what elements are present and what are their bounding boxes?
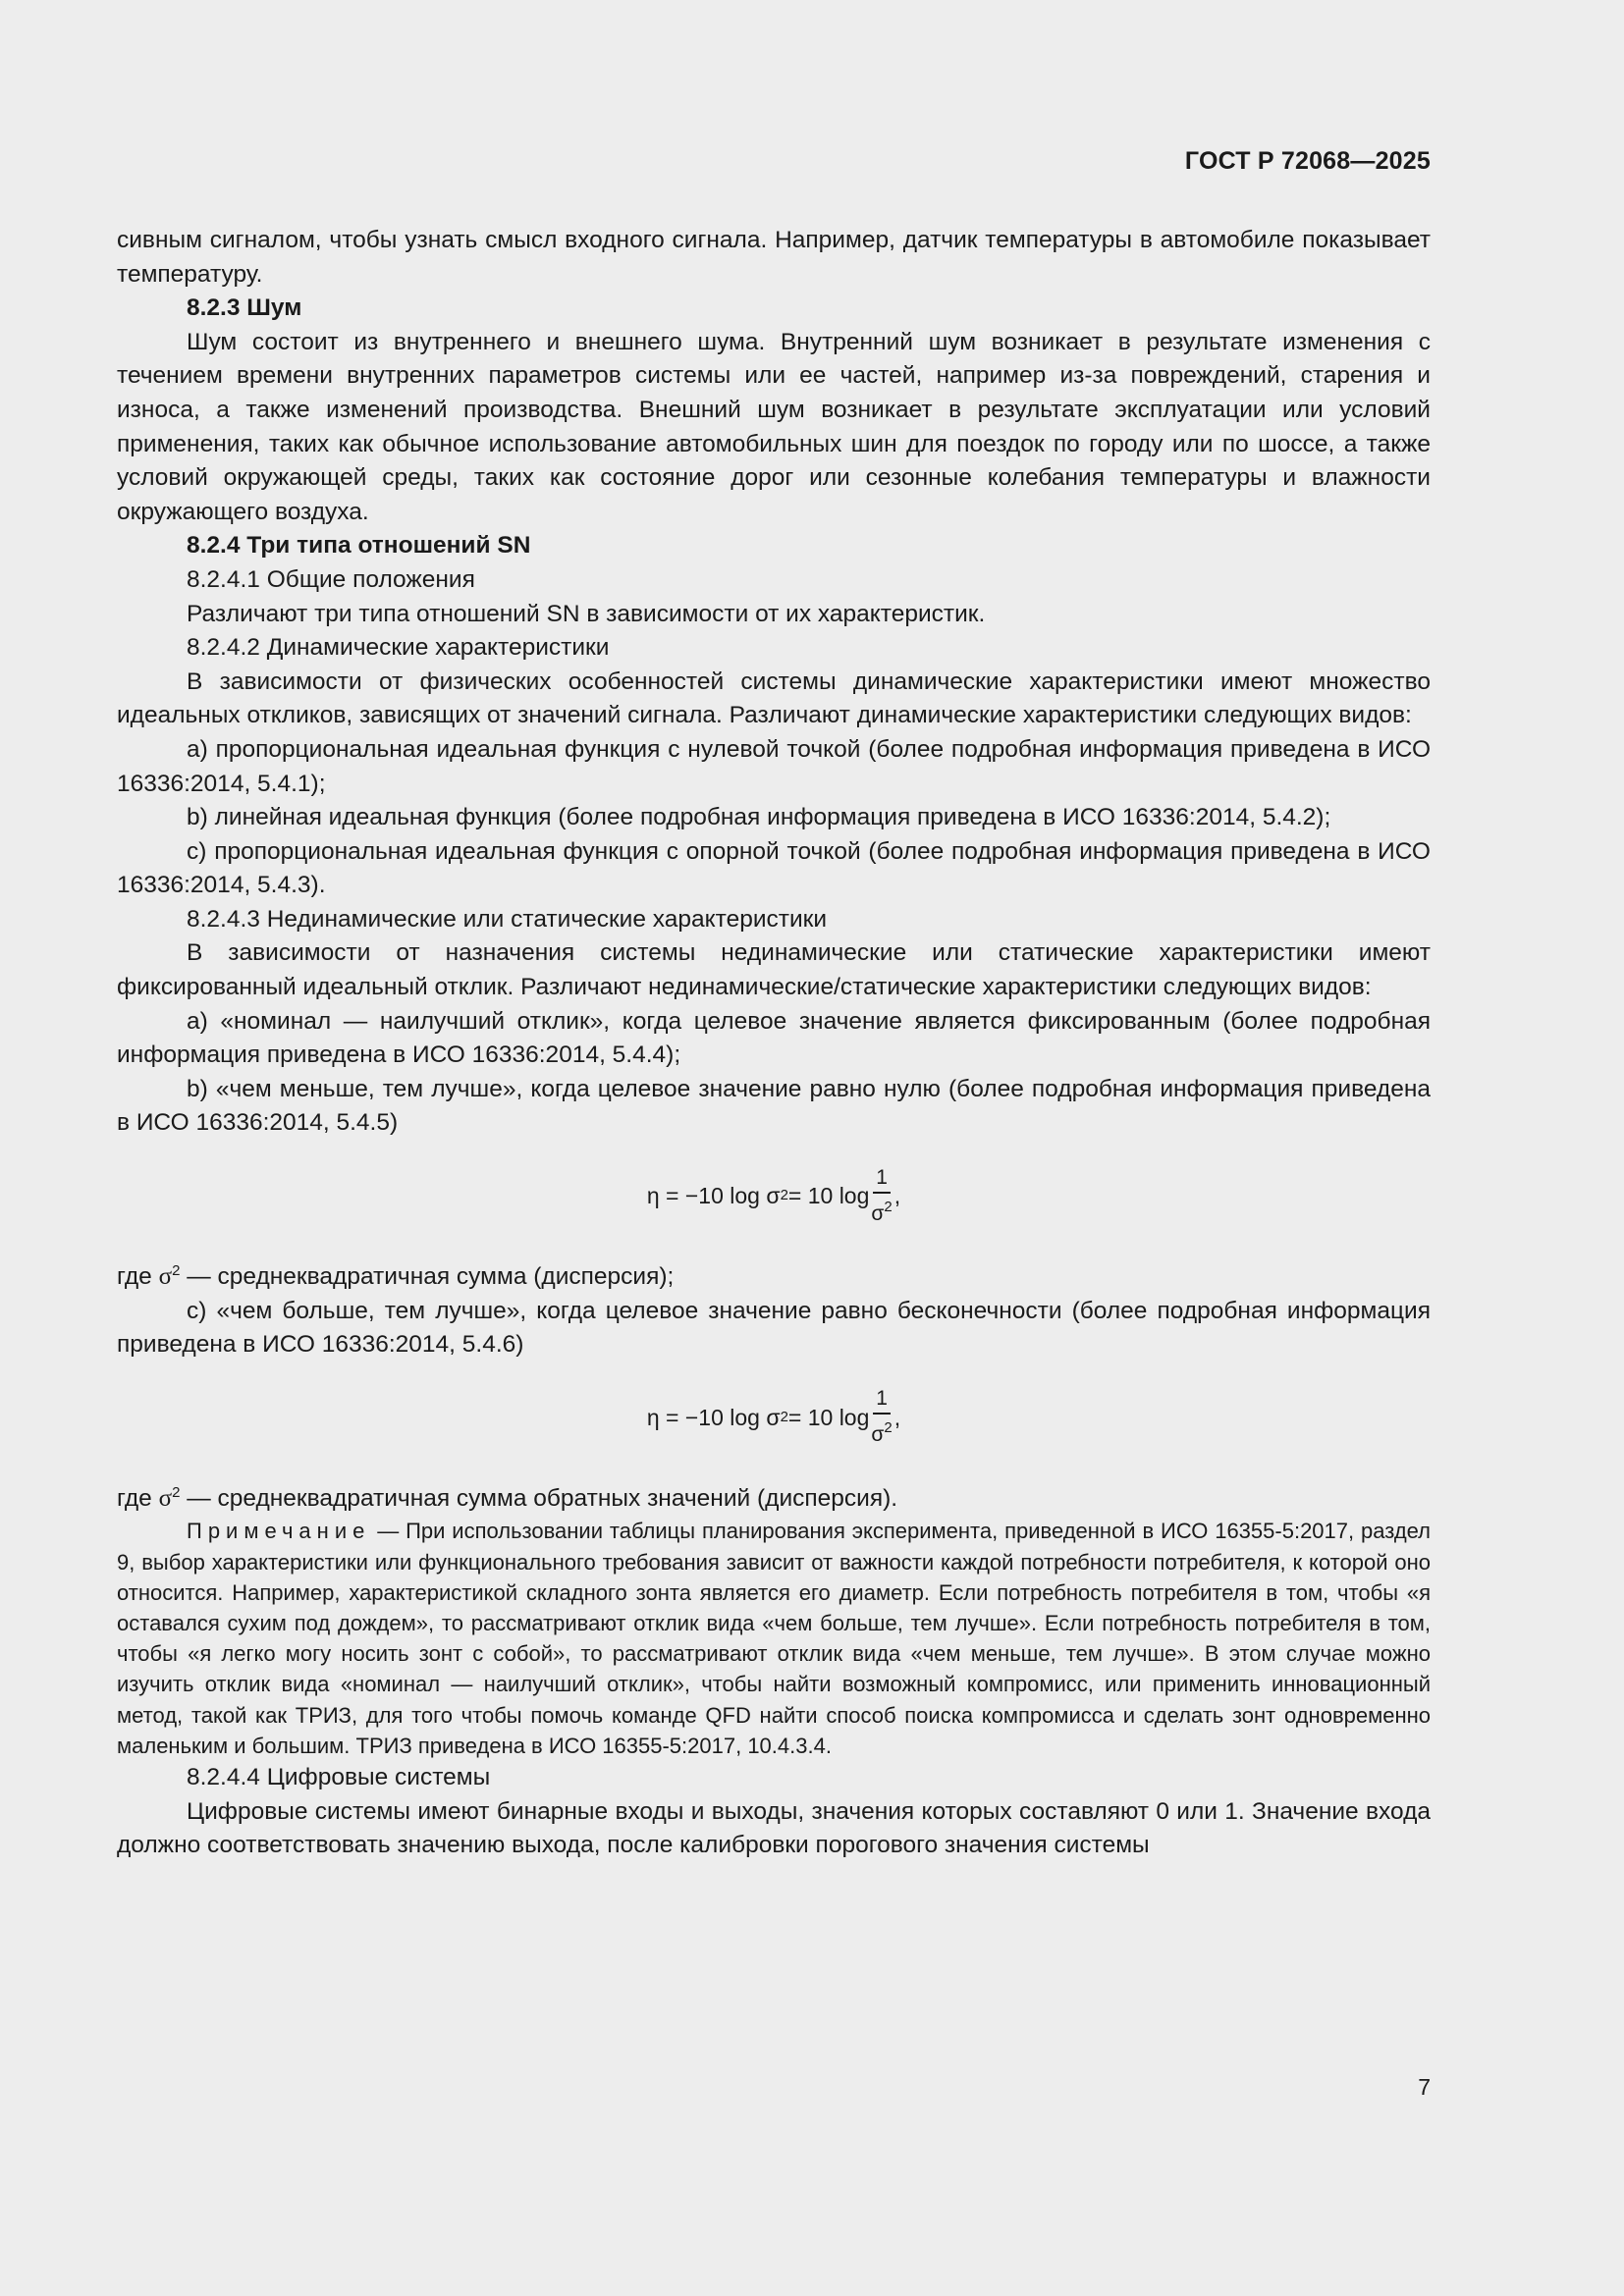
list-item-dynamic-b: b) линейная идеальная функция (более подробная информация приведена в ИСО 16336:2014, 5.4.2); [187, 804, 1331, 831]
formula-denominator-base: σ [871, 1201, 885, 1225]
note-label: Примечание [187, 1519, 371, 1544]
where-word: где [117, 1484, 159, 1512]
document-body [117, 224, 1431, 1863]
formula-tail: , [893, 1404, 901, 1430]
formula-tail: , [893, 1182, 901, 1208]
note-block [117, 1516, 1431, 1761]
formula-denominator-exp: 2 [884, 1419, 893, 1437]
section-heading-8-2-4-4: 8.2.4.4 Цифровые системы [187, 1764, 491, 1791]
formula-lhs: η = −10 log σ [646, 1404, 781, 1430]
formula-denominator [871, 1194, 892, 1228]
list-item-dynamic-c: c) пропорциональная идеальная функция с опорной точкой (более подробная информация приведена в ИСО 16336:2014, 5.4.3). [117, 837, 1431, 899]
section-heading-8-2-3: 8.2.3 Шум [187, 294, 302, 322]
list-item-dynamic-a: a) пропорциональная идеальная функция с нулевой точкой (более подробная информация приведена в ИСО 16336:2014, 5.4.1); [117, 735, 1431, 797]
formula-fraction [871, 1164, 892, 1228]
formula-mid: = 10 log [787, 1182, 870, 1208]
section-heading-8-2-4-2: 8.2.4.2 Динамические характеристики [187, 634, 610, 662]
page-number: 7 [1418, 2074, 1431, 2100]
section-heading-8-2-4-3: 8.2.4.3 Нединамические или статические характеристики [187, 905, 828, 933]
list-item-static-b: b) «чем меньше, тем лучше», когда целевое значение равно нулю (более подробная информация приведена в ИСО 16336:2014, 5.4.5) [117, 1075, 1431, 1137]
paragraph-continuation: сивным сигналом, чтобы узнать смысл входного сигнала. Например, датчик температуры в автомобиле показывает температуру. [117, 227, 1431, 288]
paragraph-static: В зависимости от назначения системы нединамические или статические характеристики имеют фиксированный идеальный отклик. Различают нединамические/статические характеристики следующих видов: [117, 939, 1431, 1001]
list-item-static-c: c) «чем больше, тем лучше», когда целевое значение равно бесконечности (более подробная информация приведена в ИСО 16336:2014, 5.4.6) [117, 1297, 1431, 1359]
formula-denominator [871, 1415, 892, 1449]
formula-numerator: 1 [873, 1385, 891, 1415]
where-text: — среднеквадратичная сумма (дисперсия); [180, 1263, 675, 1291]
formula-larger-better [117, 1380, 1431, 1455]
section-heading-8-2-4-1: 8.2.4.1 Общие положения [187, 565, 475, 593]
paragraph-dynamic: В зависимости от физических особенностей системы динамические характеристики имеют множество идеальных откликов, зависящих от значений сигнала. Различают динамические характеристики следующих видов: [117, 667, 1431, 729]
formula-exponent: 2 [780, 1408, 788, 1425]
paragraph-digital: Цифровые системы имеют бинарные входы и выходы, значения которых составляют 0 или 1. Значение входа должно соответствовать значению выхода, после калибровки порогового значения системы [117, 1797, 1431, 1859]
where-word: где [117, 1263, 159, 1291]
paragraph-noise: Шум состоит из внутреннего и внешнего шума. Внутренний шум возникает в результате изменения с течением времени внутренних параметров системы или ее частей, например из-за повреждений, старения и износа, а также изменений производства. Внешний шум возникает в результате эксплуатации или условий применения, таких как обычное использование автомобильных шин для поездок по городу или по шоссе, а также условий окружающей среды, таких как состояние дорог или сезонные колебания температуры и влажности окружающего воздуха. [117, 328, 1431, 525]
sigma-symbol: σ [158, 1484, 173, 1512]
formula-denominator-exp: 2 [884, 1198, 893, 1215]
formula-smaller-better [117, 1158, 1431, 1233]
note-text: — При использовании таблицы планирования эксперимента, приведенной в ИСО 16355-5:2017, раздел 9, выбор характеристики или функционального требования зависит от важности каждой потребности потребителя, к которой оно относится. Например, характеристикой складного зонта является его диаметр. Если потребность потребителя в том, чтобы «я оставался сухим под дождем», то рассматривают отклик вида «чем больше, тем лучше». Если потребность потребителя в том, чтобы «я легко могу носить зонт с собой», то рассматривают отклик вида «чем меньше, тем лучше». В этом случае можно изучить отклик вида «номинал — наилучший отклик», чтобы найти возможный компромисс, или применить инновационный метод, такой как ТРИЗ, для того чтобы помочь команде QFD найти способ поиска компромисса и сделать зонт одновременно маленьким и большим. ТРИЗ приведена в ИСО 16355-5:2017, 10.4.3.4. [117, 1519, 1431, 1758]
formula-exponent: 2 [780, 1186, 788, 1203]
document-header: ГОСТ Р 72068—2025 [1184, 147, 1431, 175]
formula-fraction [871, 1385, 892, 1449]
formula-mid: = 10 log [787, 1404, 870, 1430]
formula-explanation-1 [117, 1255, 1431, 1295]
where-text: — среднеквадратичная сумма обратных значений (дисперсия). [180, 1484, 898, 1512]
list-item-static-a: a) «номинал — наилучший отклик», когда целевое значение является фиксированным (более подробная информация приведена в ИСО 16336:2014, 5.4.4); [117, 1007, 1431, 1069]
section-heading-8-2-4: 8.2.4 Три типа отношений SN [187, 532, 531, 560]
sigma-exponent: 2 [172, 1483, 181, 1501]
formula-numerator: 1 [873, 1164, 891, 1194]
paragraph-sn-types: Различают три типа отношений SN в зависимости от их характеристик. [187, 600, 986, 627]
formula-denominator-base: σ [871, 1423, 885, 1447]
formula-lhs: η = −10 log σ [646, 1182, 781, 1208]
sigma-symbol: σ [158, 1263, 173, 1291]
sigma-exponent: 2 [172, 1262, 181, 1280]
formula-explanation-2 [117, 1476, 1431, 1517]
